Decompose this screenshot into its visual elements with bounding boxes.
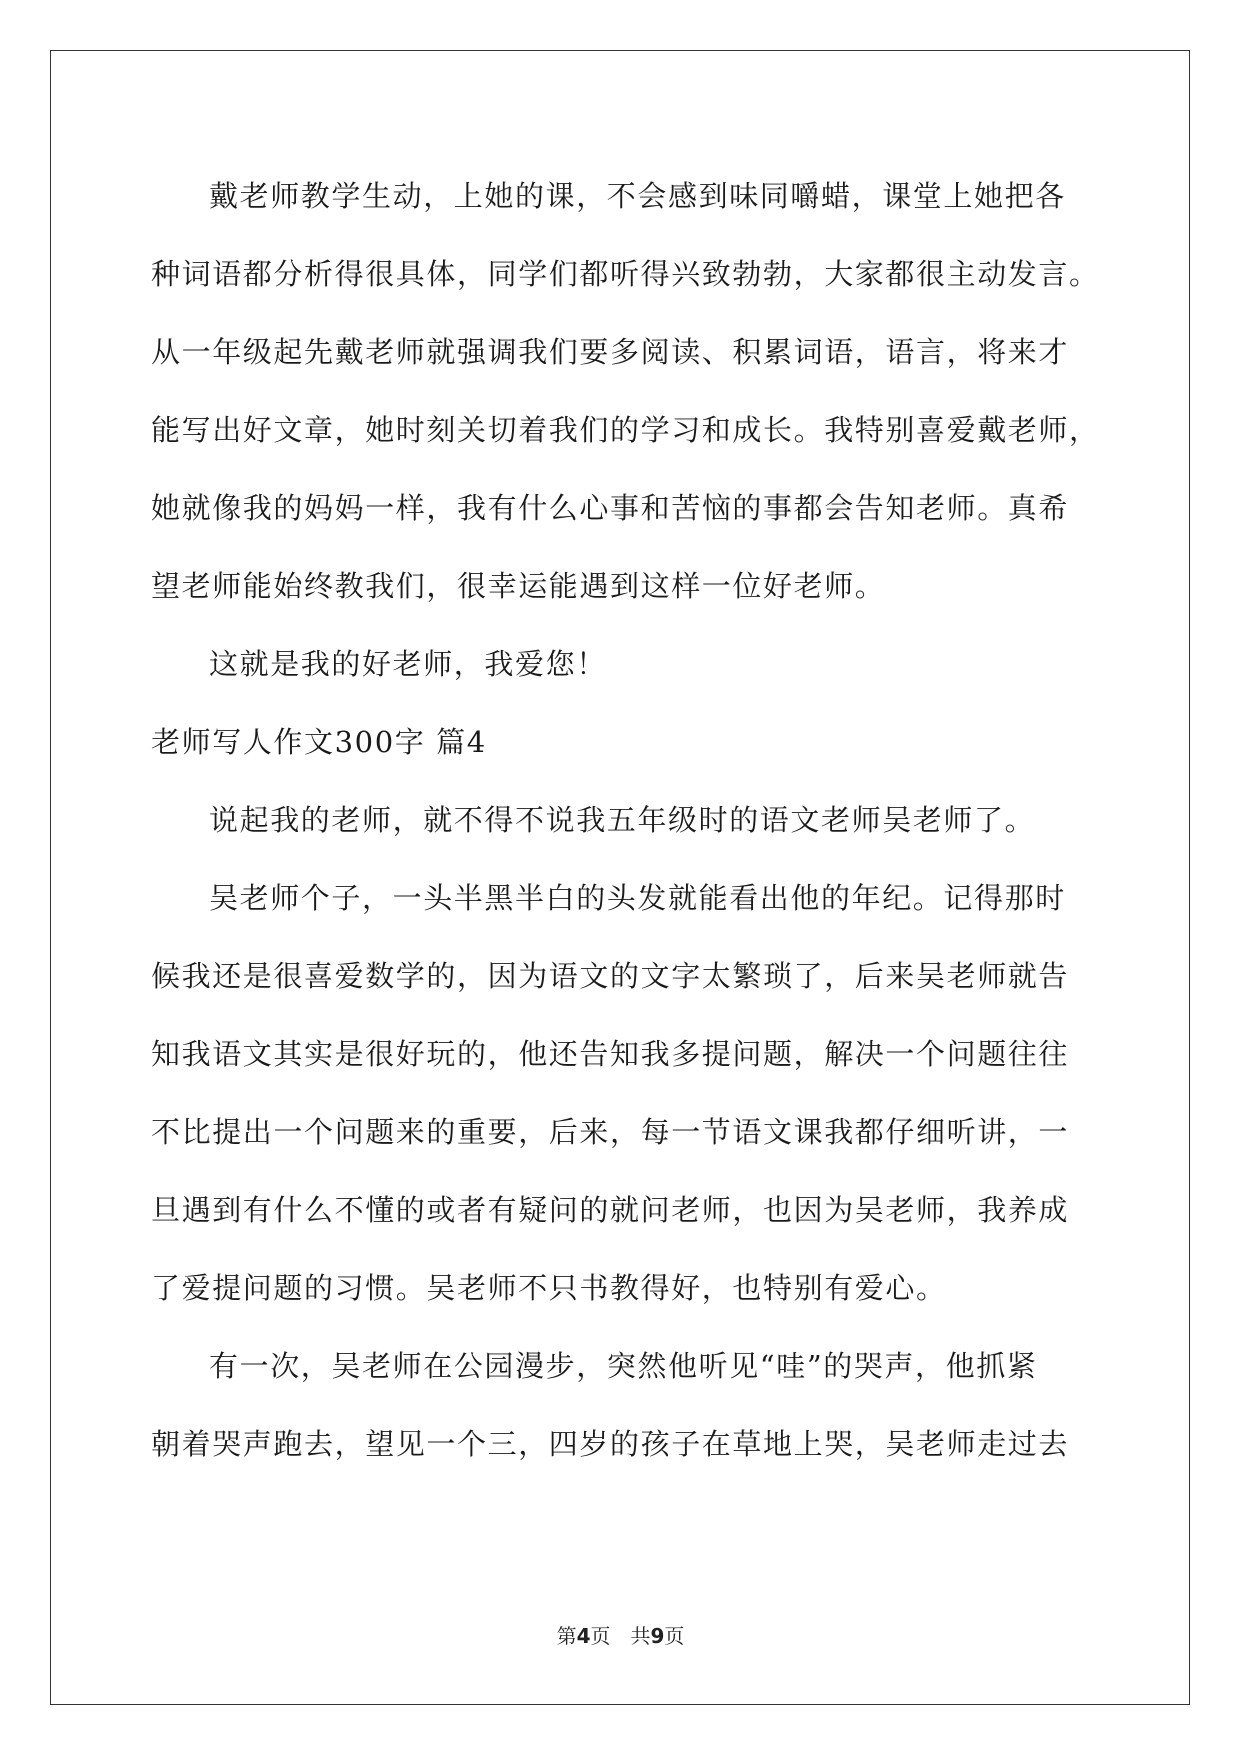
text-line: 候我还是很喜爱数学的，因为语文的文字太繁琐了，后来吴老师就告 bbox=[151, 959, 1070, 993]
text-line: 有一次，吴老师在公园漫步，突然他听见“哇”的哭声，他抓紧 bbox=[209, 1349, 1038, 1383]
paragraph bbox=[151, 781, 1101, 859]
text-line: 种词语都分析得很具体，同学们都听得兴致勃勃，大家都很主动发言。 bbox=[151, 257, 1100, 291]
paragraph bbox=[151, 625, 1101, 703]
text-line: 知我语文其实是很好玩的，他还告知我多提问题，解决一个问题往往 bbox=[151, 1037, 1070, 1071]
text-line: 她就像我的妈妈一样，我有什么心事和苦恼的事都会告知老师。真希 bbox=[151, 491, 1070, 525]
text-line: 吴老师个子，一头半黑半白的头发就能看出他的年纪。记得那时 bbox=[209, 881, 1066, 915]
text-line: 这就是我的好老师，我爱您！ bbox=[209, 647, 607, 681]
text-line: 能写出好文章，她时刻关切着我们的学习和成长。我特别喜爱戴老师， bbox=[151, 413, 1100, 447]
document-body bbox=[151, 157, 1101, 1483]
footer-suffix: 页 bbox=[664, 1624, 685, 1648]
text-line: 从一年级起先戴老师就强调我们要多阅读、积累词语，语言，将来才 bbox=[151, 335, 1070, 369]
text-line: 戴老师教学生动，上她的课，不会感到味同嚼蜡，课堂上她把各 bbox=[209, 179, 1066, 213]
page-footer bbox=[0, 1620, 1241, 1649]
section-heading bbox=[151, 703, 1101, 781]
footer-middle: 页 共 bbox=[590, 1624, 651, 1648]
text-line: 朝着哭声跑去，望见一个三，四岁的孩子在草地上哭，吴老师走过去 bbox=[151, 1427, 1070, 1461]
text-line: 望老师能始终教我们，很幸运能遇到这样一位好老师。 bbox=[151, 569, 886, 603]
paragraph bbox=[151, 1327, 1101, 1483]
text-line: 说起我的老师，就不得不说我五年级时的语文老师吴老师了。 bbox=[209, 803, 1036, 837]
text-line: 老师写人作文300字 篇4 bbox=[151, 725, 487, 759]
total-pages-number: 9 bbox=[650, 1624, 665, 1648]
footer-prefix: 第 bbox=[556, 1624, 577, 1648]
text-line: 不比提出一个问题来的重要，后来，每一节语文课我都仔细听讲，一 bbox=[151, 1115, 1070, 1149]
text-line: 旦遇到有什么不懂的或者有疑问的就问老师，也因为吴老师，我养成 bbox=[151, 1193, 1070, 1227]
text-line: 了爱提问题的习惯。吴老师不只书教得好，也特别有爱心。 bbox=[151, 1271, 947, 1305]
paragraph bbox=[151, 157, 1101, 625]
paragraph bbox=[151, 859, 1101, 1327]
current-page-number: 4 bbox=[576, 1624, 591, 1648]
